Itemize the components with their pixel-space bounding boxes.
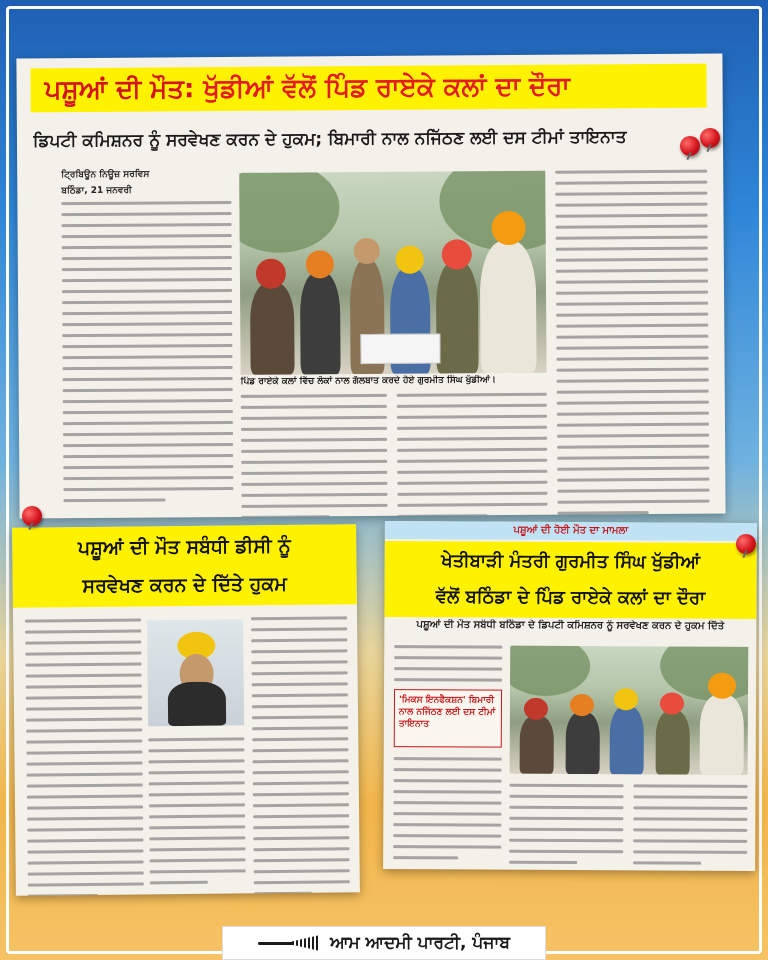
pushpin-icon xyxy=(736,534,756,554)
left-headline xyxy=(12,524,357,608)
left-headline-line-1: ਪਸ਼ੂਆਂ ਦੀ ਮੌਤ ਸਬੰਧੀ ਡੀਸੀ ਨੂੰ xyxy=(77,534,291,560)
main-headline xyxy=(30,64,706,113)
main-article-column-2 xyxy=(241,394,388,519)
left-minister-photo xyxy=(147,619,244,726)
right-highlight-box: 'ਮਿਕਸ ਇਨਫੈਕਸ਼ਨ' ਬਿਮਾਰੀ ਨਾਲ ਨਜਿੱਠਣ ਲਈ ਦਸ ਟੀਮਾਂ ਤਾਇਨਾਤ xyxy=(394,689,502,748)
main-subheadline: ਡਿਪਟੀ ਕਮਿਸ਼ਨਰ ਨੂੰ ਸਰਵੇਖਣ ਕਰਨ ਦੇ ਹੁਕਮ; ਬਿਮਾਰੀ ਨਾਲ ਨਜਿੱਠਣ ਲਈ ਦਸ ਟੀਮਾਂ ਤਾਇਨਾਤ xyxy=(32,127,627,152)
main-headline-kicker: ਪਸ਼ੂਆਂ ਦੀ ਮੌਤ: xyxy=(44,74,195,106)
right-headline-line-1: ਖੇਤੀਬਾੜੀ ਮੰਤਰੀ ਗੁਰਮੀਤ ਸਿੰਘ ਖੁੱਡੀਆਂ xyxy=(441,550,701,573)
pushpin-icon xyxy=(700,128,720,148)
right-top-band: ਪਸ਼ੂਆਂ ਦੀ ਹੋਈ ਮੌਤ ਦਾ ਮਾਮਲਾ xyxy=(385,521,757,541)
main-headline-rest: ਖੁੱਡੀਆਂ ਵੱਲੋਂ ਪਿੰਡ ਰਾਏਕੇ ਕਲਾਂ ਦਾ ਦੌਰਾ xyxy=(203,71,570,105)
main-photo-caption: ਪਿੰਡ ਰਾਏਕੇ ਕਲਾਂ ਵਿੱਚ ਲੋਕਾਂ ਨਾਲ ਗੱਲਬਾਤ ਕਰਦੇ ਹੋਏ ਗੁਰਮੀਤ ਸਿੰਘ ਖੁੱਡੀਆਂ। xyxy=(240,375,496,387)
right-article-column-4 xyxy=(633,784,747,871)
left-article-column-1 xyxy=(25,618,144,895)
right-headline xyxy=(384,541,756,619)
left-headline-line-2: ਸਰਵੇਖਣ ਕਰਨ ਦੇ ਦਿੱਤੇ ਹੁਕਮ xyxy=(82,572,287,598)
main-dateline: ਬਠਿੰਡਾ, 21 ਜਨਵਰੀ xyxy=(61,185,132,197)
left-article-column-3 xyxy=(251,616,350,895)
right-article-column-2 xyxy=(393,757,502,868)
pushpin-icon xyxy=(22,506,42,526)
left-article-column-2 xyxy=(148,737,246,892)
pushpin-icon xyxy=(680,136,700,156)
broom-icon xyxy=(258,934,322,952)
main-article-column-1 xyxy=(61,169,233,510)
left-newspaper-clipping xyxy=(12,524,360,896)
right-headline-line-2: ਵੱਲੋਂ ਬਠਿੰਡਾ ਦੇ ਪਿੰਡ ਰਾਏਕੇ ਕਲਾਂ ਦਾ ਦੌਰਾ xyxy=(435,586,706,609)
main-article-column-4 xyxy=(555,170,709,519)
main-byline: ਟ੍ਰਿਬਿਊਨ ਨਿਊਜ਼ ਸਰਵਿਸ xyxy=(61,169,150,181)
party-name: ਆਮ ਆਦਮੀ ਪਾਰਟੀ, ਪੰਜਾਬ xyxy=(330,933,510,953)
main-article-column-3 xyxy=(397,393,548,519)
right-subheadline: ਪਸ਼ੂਆਂ ਦੀ ਮੌਤ ਸਬੰਧੀ ਬਠਿੰਡਾ ਦੇ ਡਿਪਟੀ ਕਮਿਸ਼ਨਰ ਨੂੰ ਸਰਵੇਖਣ ਕਰਨ ਦੇ ਹੁਕਮ ਦਿੱਤੇ xyxy=(416,619,725,632)
right-newspaper-clipping xyxy=(383,521,757,871)
party-brand-footer xyxy=(222,926,546,960)
main-article-photo xyxy=(239,171,546,375)
main-newspaper-clipping xyxy=(16,54,725,519)
right-article-photo xyxy=(510,646,749,775)
right-article-column-3 xyxy=(509,784,623,871)
